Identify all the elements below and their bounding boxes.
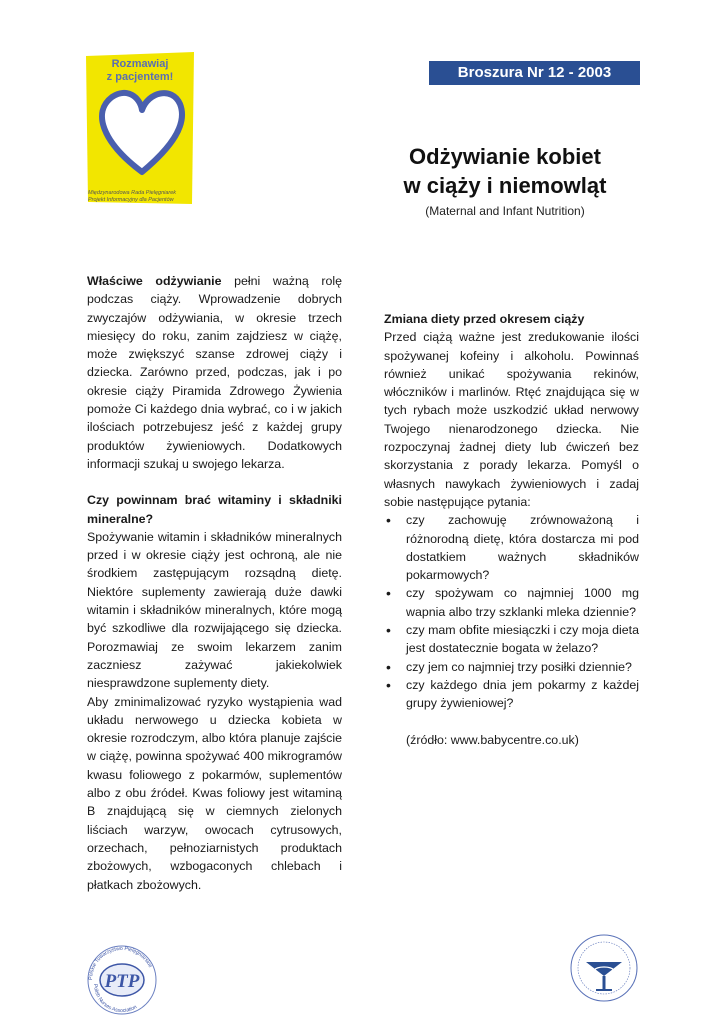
diet-change-heading: Zmiana diety przed okresem ciąży — [384, 312, 585, 326]
right-column — [384, 310, 639, 749]
vitamins-paragraph-2: Aby zminimalizować ryzyko wystąpienia wad układu nerwowego u dziecka kobieta w okresie rozrodczym, albo która planuje zajście w ciążę, powinna spożywać 400 mikrogramów kwasu foliowego z pokarmów, suplementów albo z obu źródeł. Kwas foliowy jest witaminą B znajdującą się w ciemnych zielonych liściach warzyw, owocach cytrusowych, orzechach, pełnoziarnistych produktach zbożowych, wzbogaconych chlebach i płatkach zbożowych. — [87, 694, 342, 892]
title-block — [340, 142, 670, 219]
ptp-logo-icon — [84, 940, 160, 1016]
ptp-ring-bottom-text: Polish Nurses Association — [91, 983, 139, 1015]
vitamins-paragraph-1: Spożywanie witamin i składników mineralnych przed i w okresie ciąży jest ochroną, ale nie środkiem zastępującym rozsądną dietę. Niektóre suplementy zawierają duże dawki witamin i składników mineralnych, które mogą być szkodliwe dla rozwijającego się dziecka. Porozmawiaj ze swoim lekarzem zanim zaczniesz zażywać jakiekolwiek niesprawdzone suplementy diety. — [87, 529, 342, 691]
diet-change-paragraph: Przed ciążą ważne jest zredukowanie ilości spożywanej kofeiny i alkoholu. Powinnaś również unikać spożywania rekinów, włóczników i marlinów. Rtęć znajdująca się w tych rybach może uszkodzić układ nerwowy Twojego nienarodzonego dziecka. Nie rozpoczynaj żadnej diety lub ćwiczeń bez skorzystania z porady lekarza. Pomyśl o własnych nawykach żywieniowych i zadaj sobie następujące pytania: — [384, 330, 639, 509]
left-column — [87, 272, 342, 894]
intro-paragraph — [87, 272, 342, 473]
intro-text: pełni ważną rolę podczas ciąży. Wprowadzenie dobrych zwyczajów odżywiania, w okresie trzech miesięcy do roku, zanim zajdziesz w ciążę, może zwiększyć szanse zdrowej ciąży i dziecka. Zarówno przed, podczas, jak i po okresie ciąży Piramida Zdrowego Żywienia pomoże Ci każdego dnia wybrać, co i w jakich ilościach potrzebujesz jeść z każdej grupy produktów żywieniowych. Dodatkowych informacji szukaj u swojego lekarza. — [87, 274, 342, 471]
source-note: (źródło: www.babycentre.co.uk) — [406, 732, 579, 747]
questions-list — [384, 511, 639, 712]
logo-title-line2: z pacjentem! — [106, 71, 174, 83]
logo-subtitle — [88, 190, 206, 204]
list-item: • czy spożywam co najmniej 1000 mg wapnia albo trzy szklanki mleka dziennie? — [384, 584, 639, 621]
page-title-line2: w ciąży i niemowląt — [403, 173, 607, 198]
logo-subtitle-line1: Międzynarodowa Rada Pielęgniarek — [88, 190, 177, 196]
ptp-mark-text: PTP — [104, 971, 140, 992]
brochure-number-badge: Broszura Nr 12 - 2003 — [429, 61, 640, 85]
logo-title-line1: Rozmawiaj — [111, 58, 169, 70]
intro-bold: Właściwe odżywianie — [87, 274, 222, 288]
list-item: • czy zachowuję zrównoważoną i różnorodną dietę, która dostarcza mi pod dostatkiem ważnych składników pokarmowych? — [384, 511, 639, 584]
logo-subtitle-line2: Projekt Informacyjny dla Pacjentów — [88, 197, 174, 203]
rozmawiaj-logo — [82, 52, 202, 212]
page-title-line1: Odżywianie kobiet — [409, 144, 601, 169]
list-item: • czy jem co najmniej trzy posiłki dziennie? — [384, 658, 639, 676]
list-item: • czy każdego dnia jem pokarmy z każdej grupy żywieniowej? — [384, 676, 639, 713]
ptp-ring-top-text: Polskie Towarzystwo Pielęgniarskie — [87, 945, 154, 981]
vitamins-heading: Czy powinnam brać witaminy i składniki mineralne? — [87, 493, 342, 526]
nursing-association-emblem-icon — [568, 932, 640, 1004]
logo-title — [90, 58, 190, 84]
list-item: • czy mam obfite miesiączki i czy moja dieta jest dostatecznie bogata w żelazo? — [384, 621, 639, 658]
ptp-logo — [84, 940, 160, 1016]
page-subtitle: (Maternal and Infant Nutrition) — [425, 204, 585, 218]
